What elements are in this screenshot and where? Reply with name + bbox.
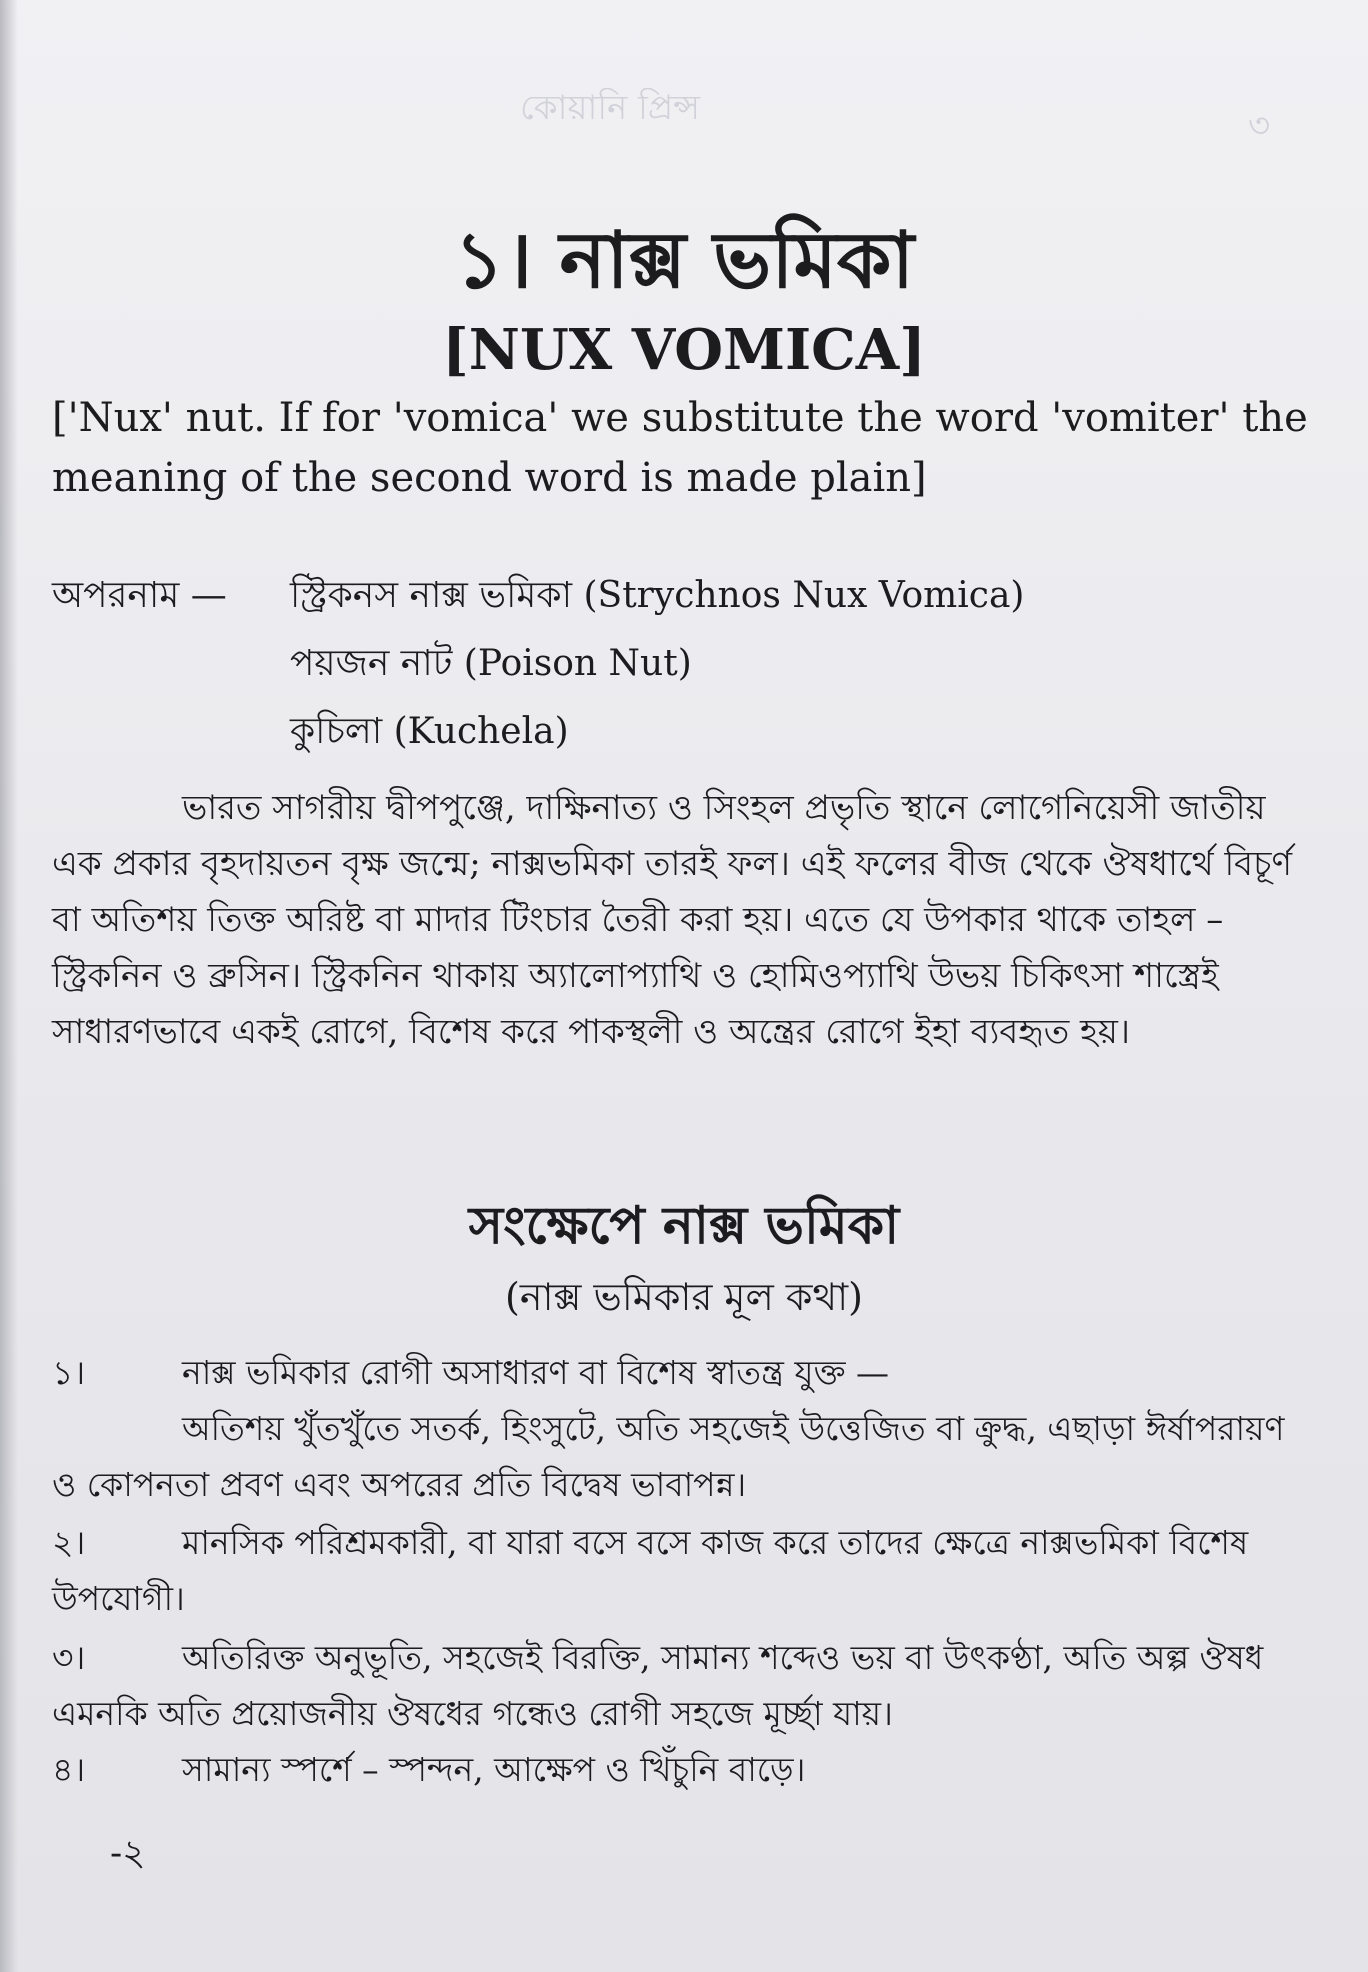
list-item-text: নাক্স ভমিকার রোগী অসাধারণ বা বিশেষ স্বাতন্ত্র যুক্ত — xyxy=(182,1353,890,1392)
alias-1: স্ট্রিকনস নাক্স ভমিকা (Strychnos Nux Vomica) xyxy=(290,575,1025,616)
list-item-number: ১। xyxy=(52,1353,86,1392)
list-item xyxy=(52,1345,1292,1401)
list-item-number: ৩। xyxy=(52,1638,86,1677)
list-item-number: ২। xyxy=(52,1523,86,1562)
list-item xyxy=(52,1515,1292,1627)
list-item-continuation xyxy=(52,1401,1292,1513)
list-item-text: অতিশয় খুঁতখুঁতে সতর্ক, হিংসুটে, অতি সহজেই উত্তেজিত বা ক্রুদ্ধ, এছাড়া ঈর্ষাপরায়ণ ও কোপনতা প্রবণ এবং অপরের প্রতি বিদ্বেষ ভাবাপন্ন। xyxy=(52,1409,1285,1504)
list-item-number: ৪। xyxy=(52,1750,86,1789)
description-paragraph xyxy=(52,780,1292,1060)
list-item-text: মানসিক পরিশ্রমকারী, বা যারা বসে বসে কাজ করে তাদের ক্ষেত্রে নাক্সভমিকা বিশেষ উপযোগী। xyxy=(52,1523,1249,1618)
list-item-text: সামান্য স্পর্শে – স্পন্দন, আক্ষেপ ও খিঁচুনি বাড়ে। xyxy=(182,1750,806,1789)
alias-3: কুচিলা (Kuchela) xyxy=(290,711,569,752)
page-subtitle: [NUX VOMICA] xyxy=(442,317,926,383)
list-item xyxy=(52,1630,1292,1742)
page-number: -২ xyxy=(110,1833,146,1874)
bleed-through-header: কোয়ানি প্রিন্স xyxy=(520,88,701,128)
etymology-note: ['Nux' nut. If for 'vomica' we substitute the word 'vomiter' the meaning of the second word is made plain] xyxy=(52,395,1308,501)
list-item-text: অতিরিক্ত অনুভূতি, সহজেই বিরক্তি, সামান্য শব্দেও ভয় বা উৎকণ্ঠা, অতি অল্প ঔষধ এমনকি অতি প্রয়োজনীয় ঔষধের গন্ধেও রোগী সহজে মূর্চ্ছা যায়। xyxy=(52,1638,1264,1733)
alias-2: পয়জন নাট (Poison Nut) xyxy=(290,643,692,684)
bleed-through-number: ৩ xyxy=(1248,106,1271,146)
page-title: ১। নাক্স ভমিকা xyxy=(453,215,915,306)
description-text: ভারত সাগরীয় দ্বীপপুঞ্জে, দাক্ষিনাত্য ও সিংহল প্রভৃতি স্থানে লোগেনিয়েসী জাতীয় এক প্রকার বৃহদায়তন বৃক্ষ জন্মে; নাক্সভমিকা তারই ফল। এই ফলের বীজ থেকে ঔষধার্থে বিচূর্ণ বা অতিশয় তিক্ত অরিষ্ট বা মাদার টিংচার তৈরী করা হয়। এতে যে উপকার থাকে তাহল – স্ট্রিকনিন ও ব্রুসিন। স্ট্রিকনিন থাকায় অ্যালোপ্যাথি ও হোমিওপ্যাথি উভয় চিকিৎসা শাস্ত্রেই সাধারণভাবে একই রোগে, বিশেষ করে পাকস্থলী ও অন্ত্রের রোগে ইহা ব্যবহৃত হয়। xyxy=(52,788,1292,1052)
aliases-label: অপরনাম — xyxy=(52,575,227,616)
list-item xyxy=(52,1742,1292,1798)
section-subtitle: (নাক্স ভমিকার মূল কথা) xyxy=(505,1275,863,1319)
section-title: সংক্ষেপে নাক্স ভমিকা xyxy=(468,1195,900,1256)
